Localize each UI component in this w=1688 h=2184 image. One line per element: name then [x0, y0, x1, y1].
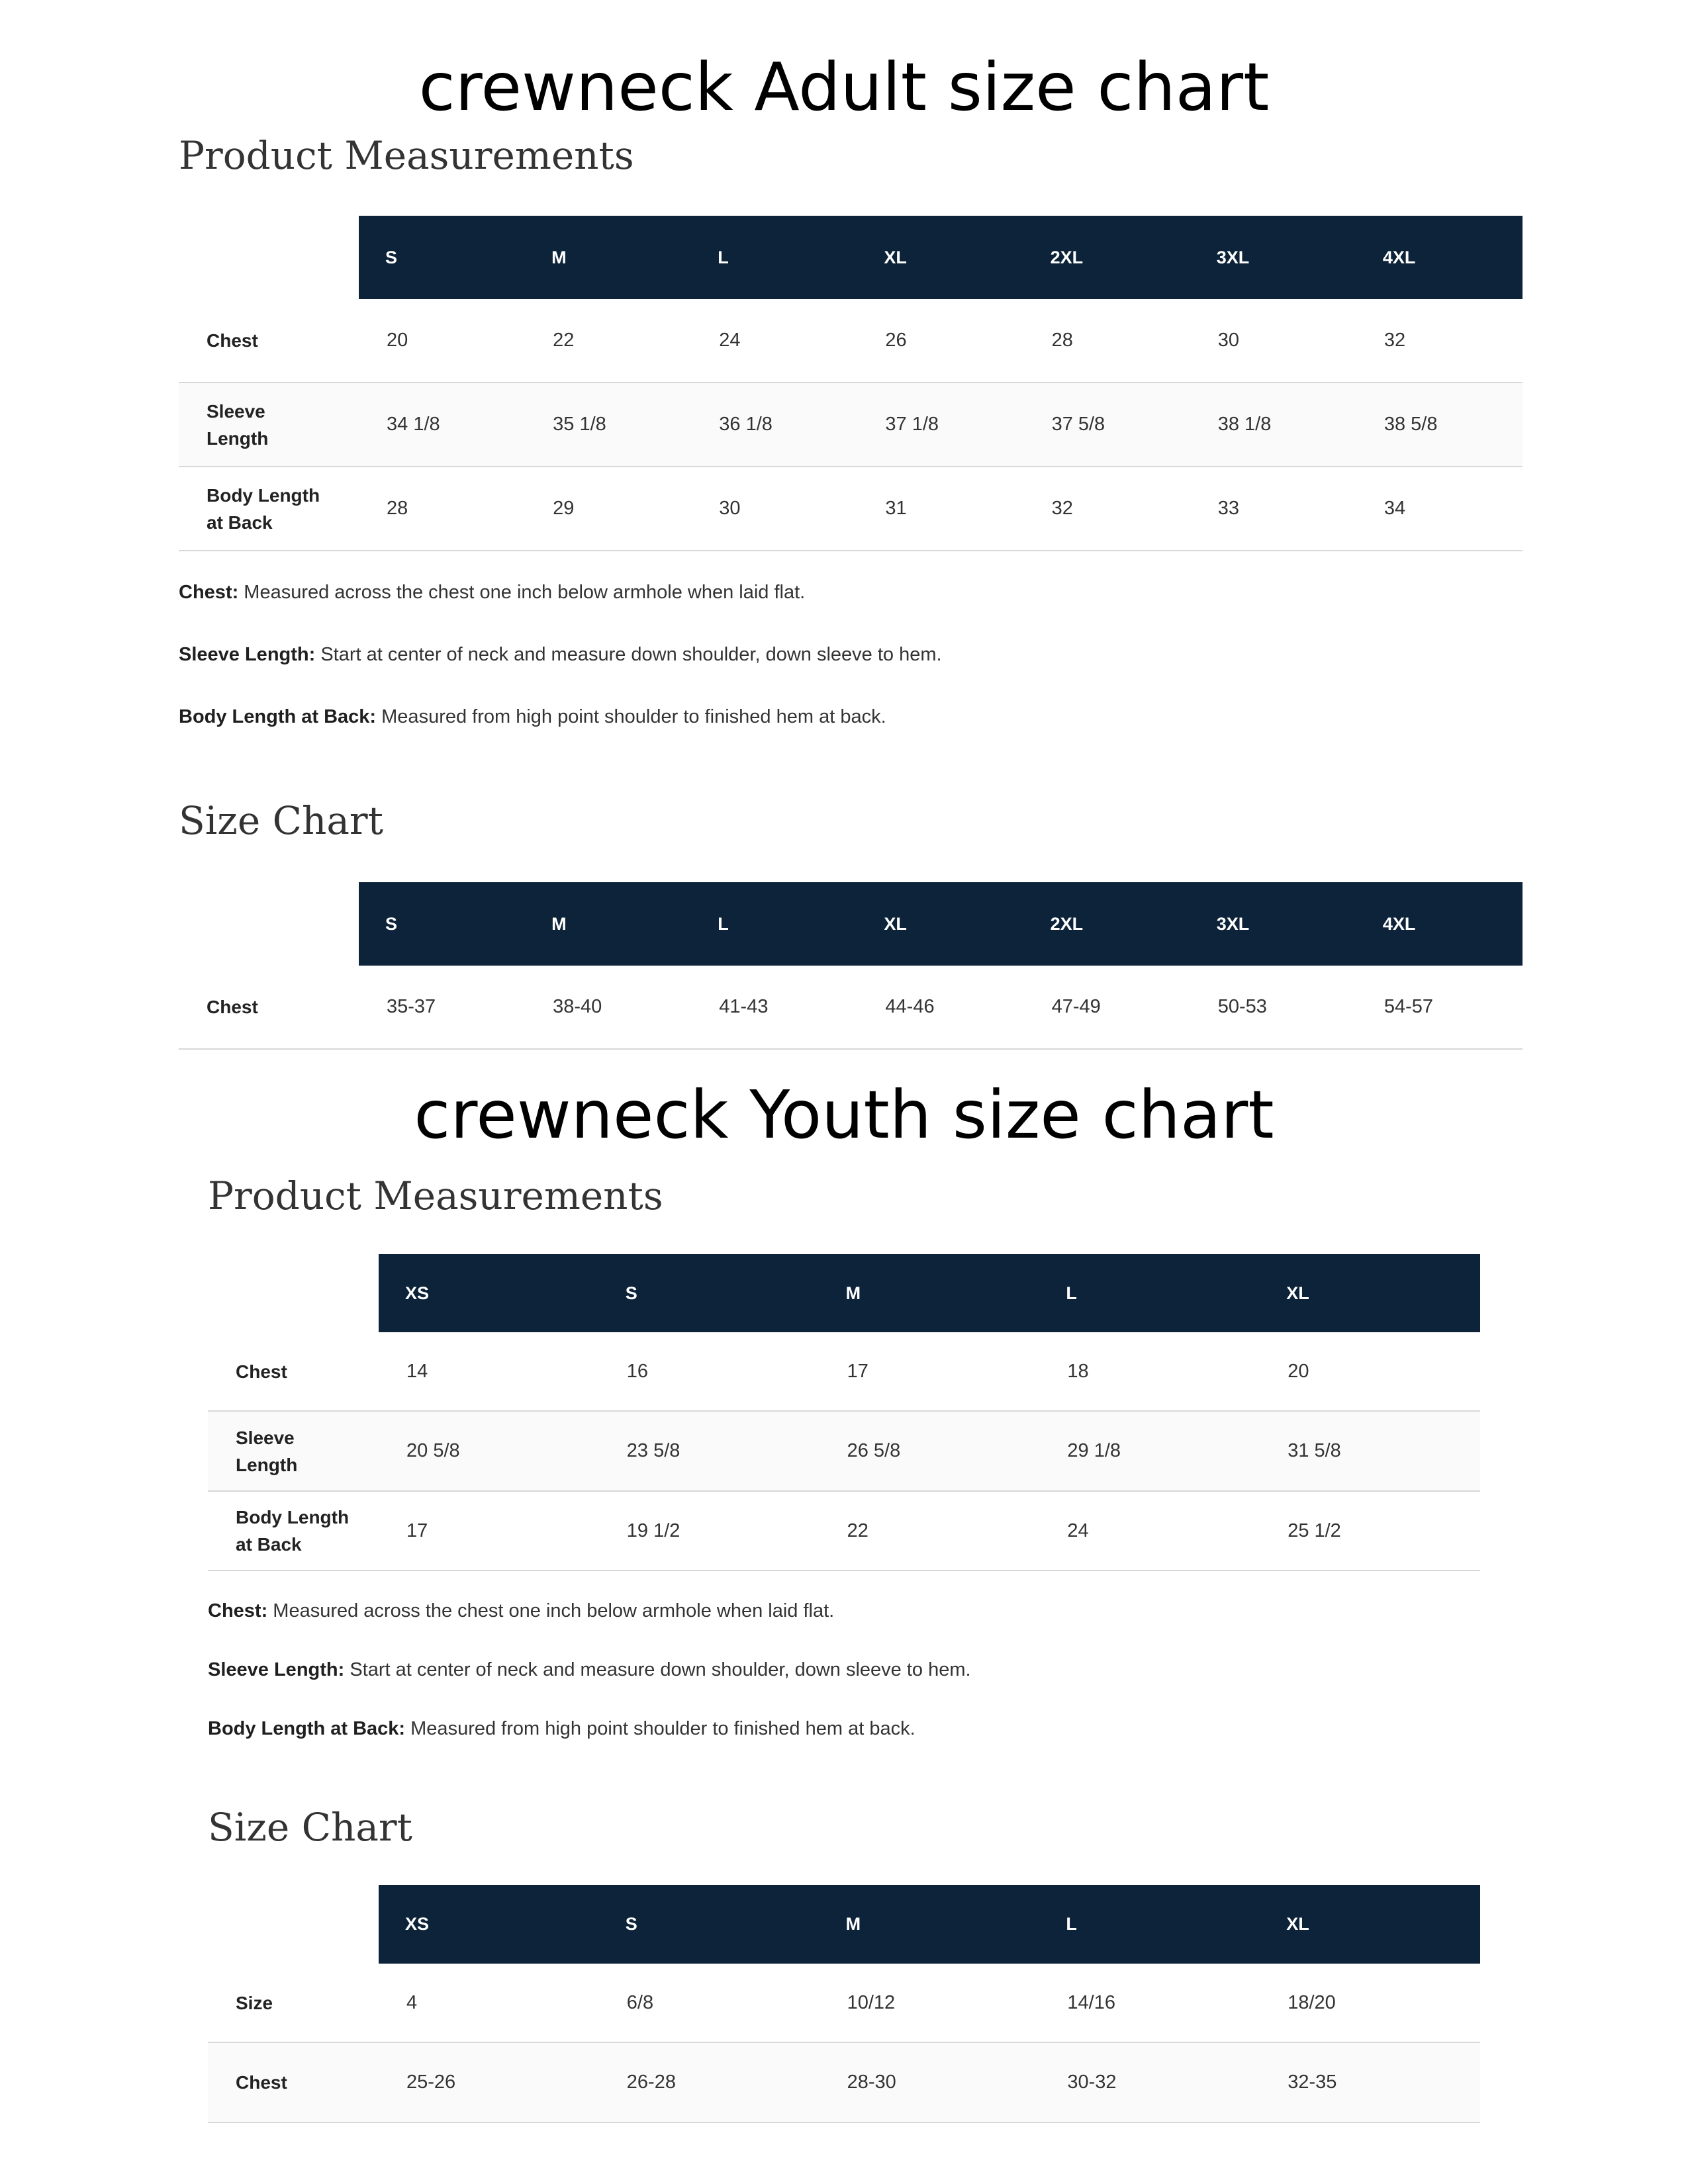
size-header: L: [1066, 1283, 1077, 1303]
table-cell: 31: [885, 498, 907, 519]
adult-measurements-table: [179, 216, 1523, 551]
row-label: Body Length at Back: [236, 1507, 350, 1555]
table-cell: 38-40: [553, 996, 602, 1017]
table-cell: 28-30: [847, 2071, 896, 2093]
size-header: 3XL: [1216, 247, 1250, 267]
row-label: Sleeve Length: [207, 400, 269, 449]
table-cell: 36 1/8: [719, 414, 773, 435]
youth-size-chart-table: [208, 1885, 1480, 2123]
note-term: Body Length at Back:: [208, 1718, 406, 1739]
table-row: [208, 1332, 1480, 1412]
table-row: [179, 966, 1523, 1050]
table-cell: 26 5/8: [847, 1440, 901, 1461]
table-row: [208, 1492, 1480, 1571]
row-label: Size: [236, 1992, 273, 2013]
size-header: 2XL: [1050, 913, 1084, 934]
youth-note-chest: [208, 1598, 834, 1624]
table-cell: 22: [553, 330, 575, 351]
size-header: 4XL: [1382, 247, 1416, 267]
size-header: S: [625, 1283, 637, 1303]
note-term: Chest:: [179, 582, 239, 603]
table-cell: 14/16: [1067, 1991, 1115, 2013]
size-header: XL: [1286, 1283, 1309, 1303]
table-cell: 33: [1217, 498, 1239, 519]
adult-note-body: [179, 704, 886, 730]
table-cell: 18/20: [1288, 1991, 1336, 2013]
table-cell: 20: [387, 330, 408, 351]
table-cell: 44-46: [885, 996, 935, 1017]
table-cell: 19 1/2: [626, 1520, 680, 1541]
size-header: L: [718, 913, 729, 934]
note-term: Body Length at Back:: [179, 706, 377, 727]
adult-note-sleeve: [179, 641, 942, 668]
table-cell: 28: [387, 498, 408, 519]
table-cell: 38 1/8: [1217, 414, 1272, 435]
table-row: [208, 2043, 1480, 2123]
table-cell: 25 1/2: [1288, 1520, 1341, 1541]
note-text: Measured from high point shoulder to finished hem at back.: [405, 1718, 915, 1739]
table-cell: 17: [847, 1360, 868, 1382]
table-row: [208, 1412, 1480, 1492]
size-header: XL: [884, 247, 907, 267]
table-cell: 38 5/8: [1383, 414, 1438, 435]
table-cell: 10/12: [847, 1991, 896, 2013]
youth-measurements-header-row: [379, 1254, 1480, 1332]
adult-measurements-heading: Product Measurements: [179, 133, 634, 178]
adult-size-chart-table: [179, 882, 1523, 1050]
note-text: Start at center of neck and measure down shoulder, down sleeve to hem.: [315, 644, 942, 665]
table-cell: 16: [626, 1360, 649, 1382]
table-cell: 17: [406, 1520, 428, 1541]
size-header: XL: [884, 913, 907, 934]
table-cell: 20: [1288, 1360, 1309, 1382]
table-row: [208, 1964, 1480, 2043]
size-header: 4XL: [1382, 913, 1416, 934]
table-cell: 29 1/8: [1067, 1440, 1121, 1461]
youth-size-chart-heading: Size Chart: [208, 1805, 412, 1850]
table-cell: 41-43: [719, 996, 769, 1017]
size-header: M: [551, 247, 567, 267]
table-cell: 31 5/8: [1288, 1440, 1341, 1461]
adult-title: crewneck Adult size chart: [418, 48, 1270, 126]
youth-title: crewneck Youth size chart: [414, 1076, 1274, 1154]
table-cell: 34: [1383, 498, 1406, 519]
note-text: Measured from high point shoulder to finished hem at back.: [376, 706, 886, 727]
table-cell: 4: [406, 1991, 418, 2013]
table-cell: 30-32: [1067, 2071, 1117, 2093]
table-cell: 34 1/8: [387, 414, 440, 435]
table-cell: 26: [885, 330, 907, 351]
table-cell: 22: [847, 1520, 868, 1541]
table-cell: 35-37: [387, 996, 436, 1017]
size-header: XL: [1286, 1914, 1309, 1934]
table-cell: 50-53: [1217, 996, 1267, 1017]
size-header: S: [385, 913, 398, 934]
adult-note-chest: [179, 579, 805, 606]
note-text: Measured across the chest one inch below armhole when laid flat.: [238, 582, 806, 603]
size-header: S: [385, 247, 398, 267]
size-header: XS: [405, 1283, 430, 1303]
table-cell: 35 1/8: [553, 414, 606, 435]
youth-measurements-table: [208, 1254, 1480, 1571]
table-cell: 30: [719, 498, 741, 519]
note-term: Chest:: [208, 1600, 268, 1621]
row-label: Chest: [207, 997, 258, 1017]
youth-note-sleeve: [208, 1657, 971, 1683]
size-header: XS: [405, 1914, 430, 1934]
table-cell: 32: [1051, 498, 1073, 519]
row-label: Body Length at Back: [207, 484, 320, 533]
youth-measurements-heading: Product Measurements: [208, 1173, 663, 1218]
size-header: M: [551, 913, 567, 934]
adult-size-chart-header-row: [359, 882, 1523, 966]
table-cell: 37 5/8: [1051, 414, 1105, 435]
table-cell: 29: [553, 498, 575, 519]
adult-size-chart-heading: Size Chart: [179, 798, 383, 843]
table-cell: 6/8: [626, 1991, 654, 2013]
table-row: [179, 467, 1523, 551]
table-cell: 14: [406, 1360, 428, 1382]
table-cell: 32: [1383, 330, 1406, 351]
size-header: M: [845, 1283, 861, 1303]
table-cell: 24: [719, 330, 741, 351]
note-term: Sleeve Length:: [179, 644, 316, 665]
youth-size-chart-header-row: [379, 1885, 1480, 1964]
size-header: L: [718, 247, 729, 267]
table-cell: 24: [1067, 1520, 1089, 1541]
size-header: 3XL: [1216, 913, 1250, 934]
table-cell: 23 5/8: [626, 1440, 680, 1461]
row-label: Chest: [236, 1361, 287, 1382]
table-cell: 25-26: [406, 2071, 456, 2093]
row-label: Chest: [236, 2072, 287, 2093]
youth-note-body: [208, 1715, 915, 1742]
size-header: 2XL: [1050, 247, 1084, 267]
table-cell: 30: [1217, 330, 1239, 351]
table-cell: 47-49: [1051, 996, 1101, 1017]
table-row: [179, 383, 1523, 467]
adult-measurements-header-row: [359, 216, 1523, 299]
note-text: Measured across the chest one inch below armhole when laid flat.: [267, 1600, 835, 1621]
table-cell: 28: [1051, 330, 1073, 351]
row-label: Chest: [207, 330, 258, 351]
size-header: S: [625, 1914, 637, 1934]
table-cell: 37 1/8: [885, 414, 939, 435]
size-header: M: [845, 1914, 861, 1934]
table-cell: 54-57: [1383, 996, 1434, 1017]
note-text: Start at center of neck and measure down shoulder, down sleeve to hem.: [344, 1659, 971, 1680]
size-header: L: [1066, 1914, 1077, 1934]
table-cell: 32-35: [1288, 2071, 1337, 2093]
table-cell: 18: [1067, 1360, 1089, 1382]
table-cell: 26-28: [626, 2071, 676, 2093]
note-term: Sleeve Length:: [208, 1659, 345, 1680]
table-row: [179, 299, 1523, 383]
row-label: Sleeve Length: [236, 1427, 298, 1475]
table-cell: 20 5/8: [406, 1440, 460, 1461]
